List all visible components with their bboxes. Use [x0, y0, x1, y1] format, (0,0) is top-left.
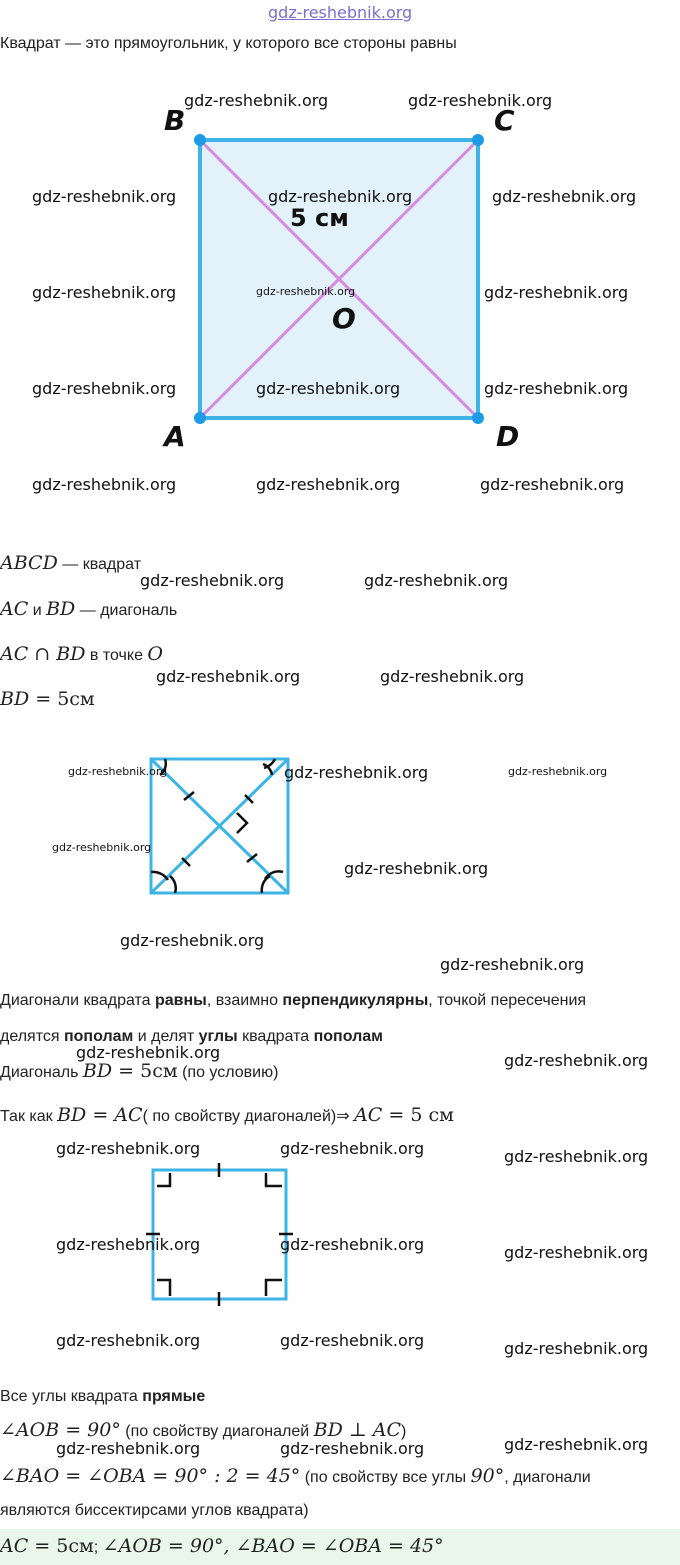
step2-math-b: AC =: [354, 1104, 411, 1126]
property-text-1: Диагонали квадрата: [0, 992, 155, 1009]
step3-text-b: ): [401, 1423, 407, 1440]
given-point-o: O: [147, 643, 163, 665]
given-point-text: в точке: [85, 647, 148, 664]
step1-text-a: Диагональ: [0, 1064, 83, 1081]
answer-math-a: AC =: [0, 1535, 57, 1557]
given-bd-value: 5см: [57, 688, 95, 710]
watermark: gdz-reshebnik.org: [344, 859, 489, 878]
fig3-right-angle-bl: [157, 1280, 170, 1296]
watermark: gdz-reshebnik.org: [408, 91, 553, 110]
angles-heading: [0, 1388, 205, 1406]
property-text-3: , точкой пересечения: [428, 992, 587, 1009]
answer-line: [0, 1535, 444, 1557]
watermark: gdz-reshebnik.org: [508, 765, 608, 778]
property-bold-half-1: пополам: [63, 1028, 134, 1045]
watermark: gdz-reshebnik.org: [52, 841, 152, 854]
property-bold-half-2: пополам: [313, 1028, 383, 1045]
given-diagonal-text: — диагональ: [75, 602, 178, 619]
watermark: gdz-reshebnik.org: [32, 187, 177, 206]
watermark: gdz-reshebnik.org: [484, 283, 629, 302]
step3-text-a: (по свойству диагоналей: [120, 1423, 314, 1440]
step3-math: ∠AOB = 90°: [0, 1419, 121, 1441]
step4-text-b: , диагонали: [504, 1469, 591, 1486]
watermark: gdz-reshebnik.org: [56, 1439, 201, 1458]
step1-value: 5см: [140, 1060, 178, 1082]
watermark: gdz-reshebnik.org: [504, 1051, 649, 1070]
watermark: gdz-reshebnik.org: [68, 765, 168, 778]
watermark: gdz-reshebnik.org: [56, 1139, 201, 1158]
step3-math-b: BD ⊥ AC: [313, 1419, 402, 1441]
step2-math-a: BD = AC: [57, 1104, 143, 1126]
length-label: 5 см: [290, 204, 349, 232]
watermark: gdz-reshebnik.org: [284, 763, 429, 782]
given-abcd-text: — квадрат: [57, 556, 142, 573]
watermark: gdz-reshebnik.org: [32, 475, 177, 494]
watermark: gdz-reshebnik.org: [280, 1139, 425, 1158]
watermark: gdz-reshebnik.org: [364, 571, 509, 590]
watermark: gdz-reshebnik.org: [32, 379, 177, 398]
given-ac: AC: [0, 598, 29, 620]
watermark: gdz-reshebnik.org: [280, 1439, 425, 1458]
step4-math: ∠BAO = ∠OBA = 90° : 2 = 45°: [0, 1465, 301, 1487]
property-bold-equal: равны: [155, 992, 207, 1009]
step2-text-a: Так как: [0, 1108, 58, 1125]
step2-value: 5 см: [410, 1104, 454, 1126]
watermark: gdz-reshebnik.org: [120, 931, 265, 950]
step1-math: BD =: [82, 1060, 141, 1082]
watermark: gdz-reshebnik.org: [184, 91, 329, 110]
angles-heading-text: Все углы квадрата: [0, 1388, 143, 1405]
property-bold-perpendicular: перпендикулярны: [282, 992, 429, 1009]
given-and-text: и: [28, 602, 47, 619]
watermark: gdz-reshebnik.org: [56, 1331, 201, 1350]
site-header[interactable]: gdz-reshebnik.org: [268, 3, 413, 22]
watermark: gdz-reshebnik.org: [380, 667, 525, 686]
step1-text-b: (по условию): [177, 1064, 279, 1081]
fig3-right-angle-br: [266, 1280, 282, 1296]
property-text-4: делятся: [0, 1028, 64, 1045]
watermark: gdz-reshebnik.org: [32, 283, 177, 302]
property-text-6: квадрата: [237, 1028, 314, 1045]
watermark: gdz-reshebnik.org: [256, 285, 356, 298]
watermark: gdz-reshebnik.org: [256, 379, 401, 398]
answer-value: 5см: [56, 1535, 94, 1557]
watermark: gdz-reshebnik.org: [268, 187, 413, 206]
answer-sep: ;: [93, 1539, 103, 1556]
watermark: gdz-reshebnik.org: [484, 379, 629, 398]
step-3: [0, 1419, 406, 1441]
given-intersection: AC ∩ BD: [0, 643, 86, 665]
vertex-b-label: B: [164, 104, 186, 137]
answer-math-b: ∠AOB = 90°, ∠BAO = ∠OBA = 45°: [102, 1535, 444, 1557]
given-bd-eq: BD =: [0, 688, 58, 710]
step-4: [0, 1465, 591, 1487]
given-abcd: ABCD: [0, 552, 58, 574]
property-bold-angles: углы: [198, 1028, 238, 1045]
property-text-5: и делят: [133, 1028, 199, 1045]
angles-heading-bold: прямые: [142, 1388, 206, 1405]
watermark: gdz-reshebnik.org: [76, 1043, 221, 1062]
step-4-line-2: являются биссектирсами углов квадрата): [0, 1502, 309, 1519]
watermark: gdz-reshebnik.org: [504, 1339, 649, 1358]
watermark: gdz-reshebnik.org: [504, 1243, 649, 1262]
watermark: gdz-reshebnik.org: [280, 1331, 425, 1350]
watermark: gdz-reshebnik.org: [56, 1235, 201, 1254]
center-o-label: O: [332, 302, 356, 335]
fig3-right-angle-tr: [266, 1173, 282, 1186]
step4-math-b: 90°: [470, 1465, 505, 1487]
step2-text-b: ( по свойству диагоналей)⇒: [142, 1108, 355, 1125]
watermark: gdz-reshebnik.org: [440, 955, 585, 974]
watermark: gdz-reshebnik.org: [492, 187, 637, 206]
watermark: gdz-reshebnik.org: [504, 1147, 649, 1166]
watermark: gdz-reshebnik.org: [156, 667, 301, 686]
watermark: gdz-reshebnik.org: [140, 571, 285, 590]
given-bd: BD: [46, 598, 76, 620]
property-text-2: , взаимно: [206, 992, 283, 1009]
step4-text-a: (по свойству все углы: [300, 1469, 471, 1486]
definition-text: Квадрат — это прямоугольник, у которого все стороны равны: [0, 35, 457, 52]
fig3-right-angle-tl: [157, 1173, 170, 1186]
watermark: gdz-reshebnik.org: [280, 1235, 425, 1254]
watermark: gdz-reshebnik.org: [480, 475, 625, 494]
watermark: gdz-reshebnik.org: [504, 1435, 649, 1454]
vertex-d-label: D: [496, 420, 520, 453]
watermark: gdz-reshebnik.org: [256, 475, 401, 494]
vertex-c-label: C: [494, 104, 515, 137]
vertex-a-label: A: [164, 420, 186, 453]
